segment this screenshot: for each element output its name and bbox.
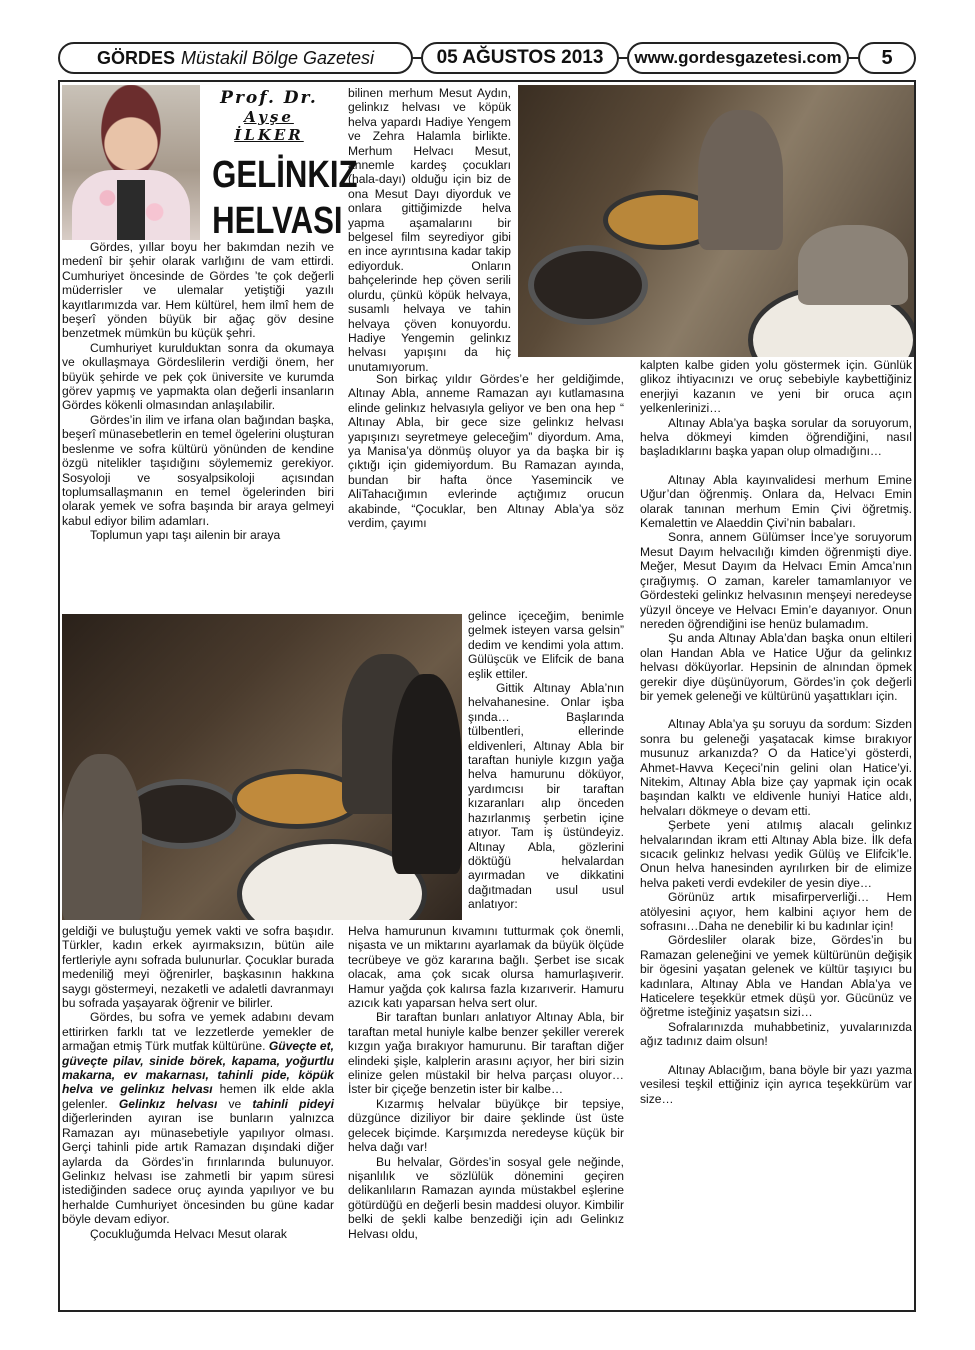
author-title: Prof. Dr. xyxy=(220,88,318,108)
column-2-middle xyxy=(348,372,624,530)
text-span: Gördes, bu sofra ve yemek adabını devam ettirirken farklı tat ve lezzetlerde yemekler de armağan etmiş Türk mutfak kültürüne. xyxy=(62,1010,334,1054)
dish-list: Güveçte et, güveçte pilav, sinide börek, kapama, yoğurtlu makarna, ev makarnası, tahinli pide, köpük helva ve gelinkız helvası xyxy=(62,1039,335,1097)
issue-date: 05 AĞUSTOS 2013 xyxy=(421,42,619,74)
text-span: hemen ilk elde akla gelenler. xyxy=(62,1082,335,1111)
paragraph: Gördes, yıllar boyu her bakımdan nezih ve medenî bir şehir olarak varlığını de vam ettirdi. Cumhuriyet öncesinde de Gördes ’te çok değerli müderrisler ve ulemalar yetiştiği yazılı kayıtlarımızda var. Hem kültürel, hem ilmî hem de beşerî yönden büyük bir ağaç göv desine benzetmek mümkün bu küçük şehri. xyxy=(62,240,334,341)
paragraph: Altınay Abla kayınvalidesi merhum Emine Uğur’dan öğrenmiş. Onlara da, Helvacı Emin olarak tanınan merhum Emin Çivi öğretmiş. Kemalettin ve Alaeddin Çivi’nin babaları. xyxy=(640,472,912,531)
text-span: ve xyxy=(217,1096,253,1111)
photo-woman xyxy=(62,754,142,920)
paragraph: Şu anda Altınay Abla’dan başka onun eltileri olan Handan Abla ve Hatice Uğur da gelinkız helvası döküyorlar. Hepsinin de alnından öpmek gerekir diye düşünüyorum, Gördes’in çok değerli bir yemek geleneği ve kültürünü yaşattıkları için. xyxy=(640,631,912,703)
paragraph: Gördes’in ilim ve irfana olan bağından başka, beşerî münasebetlerin en temel ögelerini oluşturan beslenme ve sofra kültürü yönünden de kendine özgü nitelikler taşıdığını söylememiz gerekiyor. Sosyoloji ve sosyalpsikoloji açısından toplumsallaşmanın en temel ögelerinden biri olarak yemek ve sofra başında bir araya gelmeyi kabul ediyor bilim adamları. xyxy=(62,412,334,528)
portrait-shirt xyxy=(117,180,145,240)
headline-line-2: HELVASI xyxy=(212,200,343,242)
website-link[interactable]: www.gordesgazetesi.com xyxy=(627,42,849,74)
helva-making-photo-top xyxy=(518,85,914,357)
paragraph: Şerbete yeni atılmış alacalı gelinkız helvalarından ikram etti Altınay Abla bize. İlk defa sıcacık gelinkız helvası yedik Gülüş ve Elifcik’le. Onun helva hanesinden ayrılırken bir de elimize helva paketi verdi evdekiler de yesin diye… xyxy=(640,818,912,890)
paragraph: Cumhuriyet kurulduktan sonra da okumaya ve okullaşmaya Gördeslilerin verdiği önem, her büyük şehirde ve pek çok üniversite ve kurumda görev yapmış ve yapmakta olan değerli insanların Gördes kökenli olmasından anlaşılabilir. xyxy=(62,340,334,413)
text-span: diğerlerinden ayıran ise bunların yalnızca Ramazan ayı münasebetiyle yapılıyor olması. Gerçi tahinli pide artık Ramazan dışındaki diğer aylarda da Gördes’in fırınlarında bulunuyor. Gelinkız helvası ise zahmetli bir yapım süresi istediğinden sadece oruç ayında yapılıyor ve bu herhalde Cumhuriyet öncesinden bu güne kadar böyle devam ediyor. xyxy=(62,1111,334,1227)
page-number: 5 xyxy=(858,42,916,74)
paragraph: Toplumun yapı taşı ailenin bir araya xyxy=(90,528,281,543)
paragraph: geldiği ve buluştuğu yemek vakti ve sofra başıdır. Türkler, kadın erkek ayırmaksızın, bütün aile fertleriyle aynı sofrada bulunurlar. Çocuklar burada medeniliğ meyi öğrenirler, başkasının hakkına saygı göstermeyi, nezaketli ve adaletli davranmayı bu sofrada yaşayarak öğrenir ve bilirler. xyxy=(62,924,334,1011)
paragraph: Kızarmış helvalar büyükçe bir tepsiye, düzgünce diziliyor bir daire şeklinde üst üste gelecek biçimde. Karşımızda neredeyse küçük bir helva dağı var! xyxy=(348,1096,624,1155)
column-2-bottom xyxy=(348,924,624,1241)
dish-name: tahinli pideyi xyxy=(252,1096,335,1111)
headline-line-1: GELİNKIZ xyxy=(212,154,358,196)
paragraph: bilinen merhum Mesut Aydın, gelinkız helvası ve köpük helva yapardı Hadiye Yengem ve Zehra Halamla birlikte. Merhum Helvacı Mesut, annemle kardeş çocukları (hala-dayı) olduğu için biz de ona Mesut Dayı diyorduk ve onlara gittiğimizde helva yapma aşamalarını bir belgesel film seyrediyor gibi en ince ayrıntısına kadar takip ediyorduk. Onların bahçelerinde hep çöven serili olurdu, çünkü köpük helvaya, susamlı helvaya ve tahin helvaya çöven konuyordu. Hadiye Yengemin gelinkız helvası yapışını da hiç unutamıyorum. xyxy=(348,86,511,374)
paragraph: Bir taraftan bunları anlatıyor Altınay Abla, bir taraftan metal huniyle kalbe benzer şekiller vererek kızgın yağa bırakıyor hamurunu. Bir taraftan diğer elindeki şişle, kalplerin arasını açıyor, her biri sizin elinize gelen müstakil bir helva parçası oluyor… İster bir çiçeğe benzetin ister bir kalbe… xyxy=(348,1010,624,1097)
photo-woman xyxy=(798,225,908,305)
paragraph: Helva hamurunun kıvamını tutturmak çok önemli, nişasta ve un miktarını ayarlamak da büyük ölçüde tecrübeye ve göz kararına bağlı. Şerbet ise sıcak olacak, ama çok sıcak olursa hamurlaşıverir. Hamur yağda çok kalırsa fazla kızarıverir. Hamuru azıcık katı yaparsan helva sert olur. xyxy=(348,924,624,1011)
dish-name: Gelinkız helvası xyxy=(118,1096,218,1111)
newspaper-name-subtitle: Müstakil Bölge Gazetesi xyxy=(180,47,375,68)
paragraph: kalpten kalbe giden yolu göstermek için. Günlük glikoz ihtiyacınızı ve oruç sebebiyle kaybettiğiniz enerjiyi kazanın ve yeni bir oruca açın yelkenlerinizi… xyxy=(640,358,912,416)
paragraph: Gördesliler olarak bize, Gördes’in bu Ramazan geleneğini ve yemek kültürünün değişik bir ögesini yaşatan gelenek ve kültür taşıyıcı bu kadınlara, Altınay Abla ve Handan Abla’ya ve Haticelere teşekkür etmek düşü yor. Gücünüz ve öğretme isteğiniz yaşatsın sizi… xyxy=(640,933,912,1020)
paragraph: Çocukluğumda Helvacı Mesut olarak xyxy=(90,1226,287,1241)
newspaper-name-bold: GÖRDES xyxy=(96,47,175,68)
paragraph: Görünüz artık misafirperverliği… Hem atölyesini açıyor, hem kalbini açıyor hem de sofrasını…Daha ne denebilir ki bu kadınlar için! xyxy=(640,890,912,934)
newspaper-name xyxy=(58,42,413,74)
author-last-name: İLKER xyxy=(234,126,304,144)
paragraph: Son birkaç yıldır Gördes’e her geldiğimde, Altınay Abla, anneme Ramazan ayı kutlamasına elinde gelinkız helvasıyla geliyor ve ben ona hep “ Altınay Abla, bir gece size gelinkız helvası yapışınızı seyretmeye geleceğim” diyordum. Ama, ya Manisa’ya dönmüş oluyor ya da başka bir iş çıktığı için gidemiyordum. Bu Ramazan ayında, bundan bir hafta önce Yasemincik ve AliTahacığımın evlerinde açtığımız orucun akabinde, “Çocuklar, ben Altınay Abla’ya söz verdim, çayımı xyxy=(348,372,624,531)
paragraph: Sonra, annem Gülümser İnce’ye soruyorum Mesut Dayım helvacılığı kimden öğrenmişti diye. Meğer, Mesut Dayım da Helvacı Emin Amca’nın çırağıymış. O zaman, kareler tamamlanıyor ve Gördesteki gelinkız helvasının menşeyi neredeyse yüzyıl önceye ve Helvacı Emin’e dayanıyor. Onun nereden öğrendiğini ise henüz bulamadım. xyxy=(640,530,912,631)
author-byline xyxy=(205,88,333,144)
author-portrait xyxy=(62,85,200,240)
paragraph: Sofralarınızda muhabbetiniz, yuvalarınızda ağız tadınız daim olsun! xyxy=(640,1019,912,1049)
paragraph: Altınay Ablacığım, bana böyle bir yazı yazma vesilesi teşkil ettiğiniz için ayrıca teşekkürüm var size… xyxy=(640,1062,912,1106)
paragraph: Gittik Altınay Abla’nın helvahanesine. Onlar işba şında… Başlarında tülbentleri, ellerinde eldivenleri, Altınay Abla bir taraftan huniyle kızgın yağa helva hamurunu döküyor, yardımcısı bir taraftan kızaranları alıp önceden hazırlanmış şerbetin içine atıyor. Tam iş üstündeyiz. Altınay Abla, gözlerini döktüğü helvalardan ayırmadan ve dikkatini dağıtmadan usul usul anlatıyor: xyxy=(468,681,624,912)
author-first-name: Ayşe xyxy=(244,108,294,126)
photo-woman xyxy=(698,110,783,250)
paragraph: Bu helvalar, Gördes’in sosyal gele neğinde, nişanlılık ve sözlülük dönemini geçiren delikanlıların Ramazan ayında müstakbel eşlerine götürdüğü en değerli besin maddesi oluyor. Kimbilir belki de şekli kalbe benzediği için adı Gelinkız Helvası oldu, xyxy=(348,1154,624,1241)
photo-pot xyxy=(528,245,648,325)
paragraph: Altınay Abla’ya başka sorular da soruyorum, helva dökmeyi kimden öğrendiğini, nasıl başladıklarını başka yapan olup olmadığını… xyxy=(640,415,912,459)
column-1-top xyxy=(62,240,334,543)
photo-woman xyxy=(392,674,462,874)
column-1-bottom xyxy=(62,924,334,1241)
masthead xyxy=(58,38,917,78)
column-2-top xyxy=(348,86,511,374)
helva-making-photo-bottom xyxy=(62,614,462,920)
column-2-beside-photo xyxy=(468,609,624,912)
paragraph: Altınay Abla’ya şu soruyu da sordum: Sizden sonra bu geleneği yaşatacak kimse bırakıyor musunuz arkanızda? O da Hatice’yi gösterdi, Ahmet-Havva Keçeci’nin gelini olan Hatice’yi. Nitekim, Altınay Abla bize çay yapmak için ocak başından kalktı ve eldivenle huniyi Hatice aldı, helvaları dökmeye o devam etti. xyxy=(640,717,912,818)
column-3 xyxy=(640,358,912,1106)
paragraph xyxy=(62,1010,334,1226)
paragraph: gelince içeceğim, benimle gelmek isteyen varsa gelsin” dedim ve kendimi yola attım. Gülüşcük ve Elifcik de bana eşlik ettiler. xyxy=(468,609,624,681)
article-headline xyxy=(212,152,358,244)
